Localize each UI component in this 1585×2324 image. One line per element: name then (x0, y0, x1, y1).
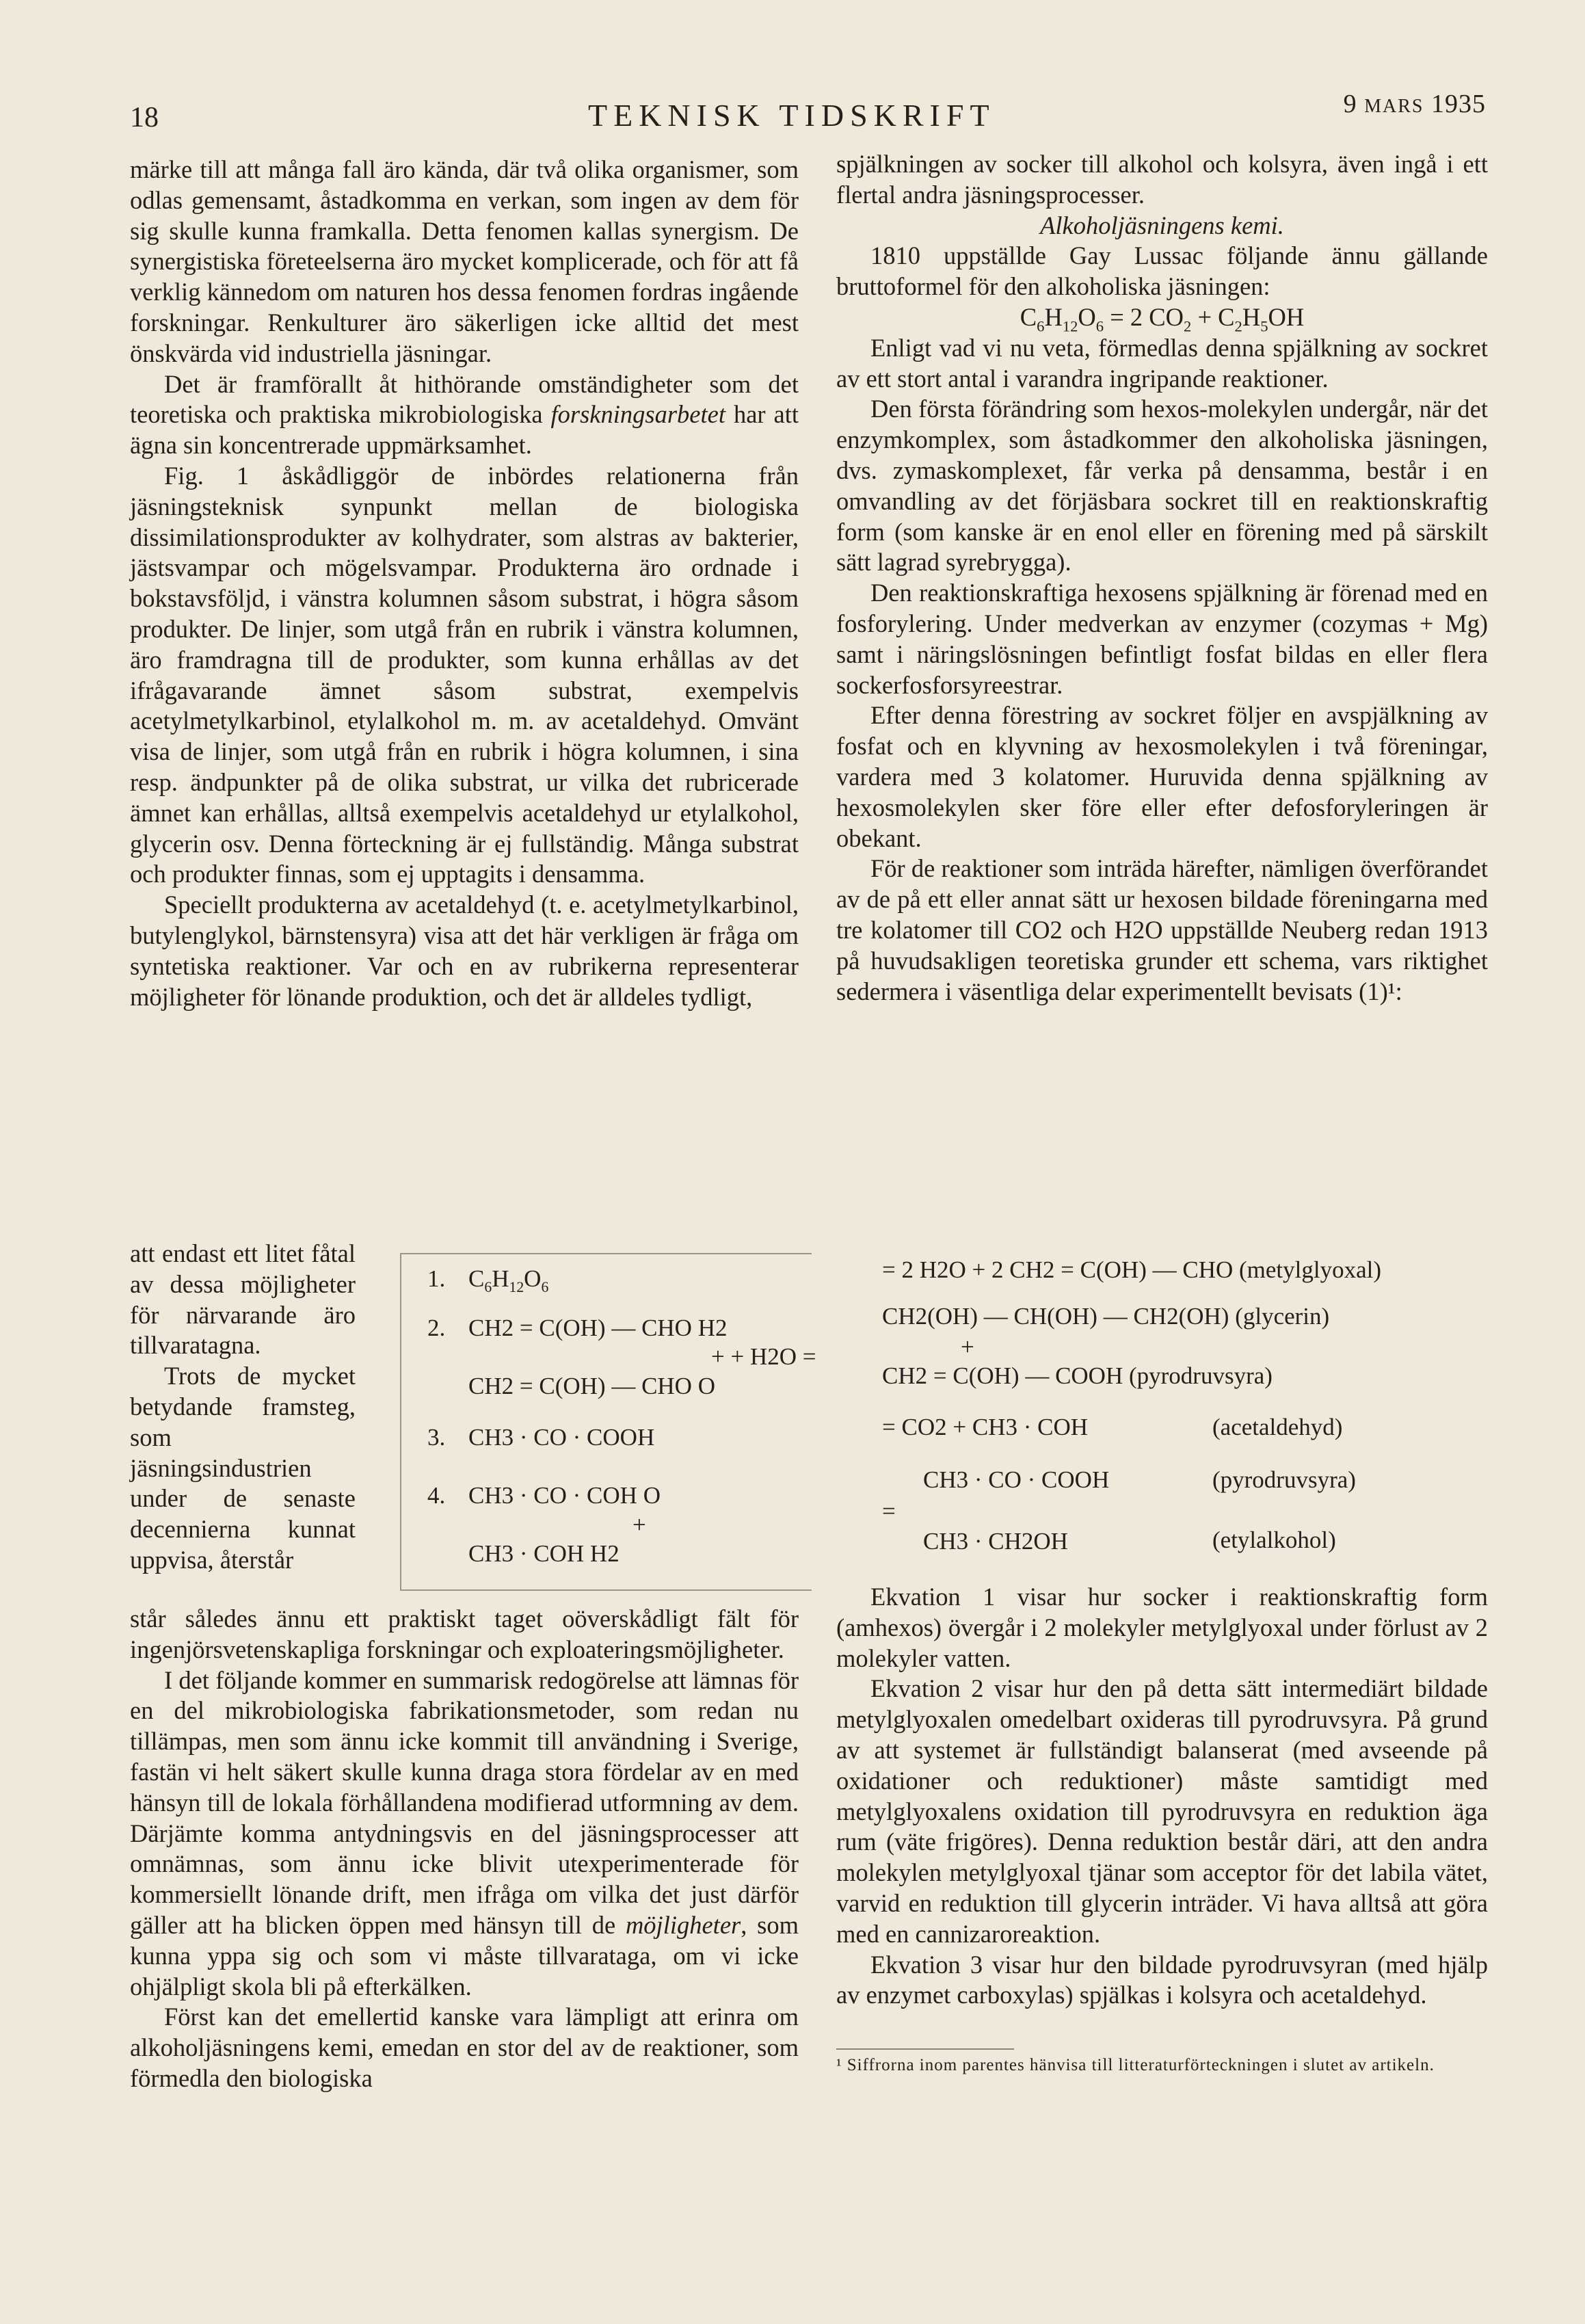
equation-label: (etylalkohol) (1212, 1527, 1336, 1553)
equation-block (400, 1246, 1494, 1592)
equation-number: 2. (427, 1315, 446, 1341)
paragraph: Fig. 1 åskådliggör de inbördes relationerna från jäsningsteknisk synpunkt mellan de biologiska dissimilationsprodukter av kolhydrater, som alstras av bakterier, jästsvampar och mögelsvampar. Produkterna äro ordnade i bokstavsföljd, i vänstra kolumnen såsom substrat, i högra såsom produkter. De linjer, som utgå från en rubrik i vänstra kolumnen, äro framdragna till de produkter, som kunna erhållas av det ifrågavarande ämnet såsom substrat, exempelvis acetylmetylkarbinol, etylalkohol m. m. av acetaldehyd. Omvänt visa de linjer, som utgå från en rubrik i högra kolumnen, i sina resp. ändpunkter på de olika substrat, ur vilka det rubricerade ämnet kan erhållas, alltså exempelvis acetaldehyd ur etylalkohol, glycerin osv. Denna förteckning är ej fullständig. Många substrat och produkter finnas, som ej upptagits i densamma. (130, 461, 799, 888)
equation-left: CH3 · COH H2 (468, 1540, 620, 1567)
paragraph: Den reaktionskraftiga hexosens spjälkning är förenad med en fosforylering. Under medverkan av enzymer (cozymas + Mg) samt i näringslösningen befintligt fosfat bildas en eller flera sockerfosforsyreestrar. (836, 579, 1488, 699)
right-column (836, 149, 1488, 1007)
issue-month: MARS (1364, 96, 1424, 117)
equation-left: $C_6H_{12}O_6$ (468, 1265, 549, 1295)
paragraph: Ekvation 3 visar hur den bildade pyrodruvsyran (med hjälp av enzymet carboxylas) spjälkas i kolsyra och acetaldehyd. (836, 1950, 1488, 2009)
equation-operator: + (632, 1511, 646, 1538)
left-column-bottom (130, 1604, 799, 2094)
paragraph: I det följande kommer en summarisk redogörelse att lämnas för en del mikrobiologiska fabrikationsmetoder, som redan nu tillämpas, men som ännu icke kommit till användning i Sverige, fastän vi helt säkert skulle kunna draga stora fördelar av en med hänsyn till de lokala förhållandena modifierad utformning av dem. Därjämte komma antydningsvis en del jäsningsprocesser att omnämnas, som ännu icke blivit utexperimenterade för kommersiellt lönande drift, men ifråga om vilka det just därför gäller att ha blicken öppen med hänsyn till de möjligheter, som kunna yppa sig och som vi måste tillvarataga, om vi icke ohjälpligt skola bli på efterkälken. (130, 1665, 799, 2001)
paragraph: Först kan det emellertid kanske vara lämpligt att erinra om alkoholjäsningens kemi, emedan en stor del av de reaktioner, som förmedla den biologiska (130, 2003, 799, 2092)
left-column (130, 155, 799, 1012)
equation-left: CH3 · CO · COH O (468, 1482, 661, 1509)
paragraph: står således ännu ett praktiskt taget oöverskådligt fält för ingenjörsvetenskapliga forskningar och exploateringsmöjligheter. (130, 1605, 799, 1663)
narrow-column (130, 1239, 356, 1576)
equation-number: 1. (427, 1265, 446, 1292)
paragraph: Den första förändring som hexos-molekylen undergår, när det enzymkomplex, som åstadkommer den alkoholiska jäsningen, dvs. zymaskomplexet, får verka på densamma, består i en omvandling av det förjäsbara sockret till en reaktionskraftig form (som kanske är en enol eller en förening med på särskilt sätt lagrad syrebrygga). (836, 395, 1488, 577)
paragraph: att endast ett litet fåtal av dessa möjligheter för närvarande äro tillvaratagna. (130, 1239, 356, 1360)
equation-left: CH2 = C(OH) — CHO O (468, 1373, 715, 1399)
page-number: 18 (130, 102, 159, 133)
paragraph: spjälkningen av socker till alkohol och kolsyra, även ingå i ett flertal andra jäsningsprocesser. (836, 150, 1488, 209)
gross-formula: $C_6H_{12}O_6 = 2$ $CO_2 + C_2H_5OH$ (1020, 302, 1305, 335)
equation-number: 4. (427, 1482, 446, 1509)
equation-operator: + + H2O = (711, 1343, 816, 1370)
paragraph: Enligt vad vi nu veta, förmedlas denna spjälkning av sockret av ett stort antal i varandra ingripande reaktioner. (836, 333, 1488, 393)
equation-label: (acetaldehyd) (1212, 1414, 1343, 1440)
paragraph: 1810 uppställde Gay Lussac följande ännu gällande bruttoformel för den alkoholiska jäsningen: (836, 241, 1488, 301)
equation-left: CH2 = C(OH) — CHO H2 (468, 1315, 728, 1341)
issue-date (1344, 89, 1486, 119)
equation-right: CH2(OH) — CH(OH) — CH2(OH) (glycerin) (882, 1303, 1330, 1330)
paragraph: Ekvation 2 visar hur den på detta sätt intermediärt bildade metylglyoxalen omedelbart oxideras till pyrodruvsyra. På grund av att systemet är fullständigt balanserat (med avseende på oxidationer och reduktioner) måste samtidigt med metylglyoxalens oxidation till pyrodruvsyra en reduktion äga rum (väte frigöres). Denna reduktion består däri, att den andra molekylen metylglyoxal tjänar som acceptor för det labila vätet, varvid en reduktion till glycerin inträder. Vi hava alltså att göra med en cannizaroreaktion. (836, 1674, 1488, 1948)
issue-day: 9 (1343, 90, 1357, 118)
paragraph: Efter denna förestring av sockret följer en avspjälkning av fosfat och en klyvning av hexosmolekylen i två föreningar, vardera med 3 kolatomer. Huruvida denna spjälkning av hexosmolekylen sker före eller efter defosforyleringen är obekant. (836, 701, 1488, 852)
equation-operator: + (961, 1334, 974, 1360)
paragraph: Det är framförallt åt hithörande omständigheter som det teoretiska och praktiska mikrobiologiska forskningsarbetet har att ägna sin koncentrerade uppmärksamhet. (130, 369, 799, 460)
equation-right: CH3 · CH2OH (923, 1528, 1068, 1555)
right-column-bottom (836, 1582, 1488, 2011)
equation-right: = CO2 + CH3 · COH (882, 1414, 1089, 1440)
paragraph: Trots de mycket betydande framsteg, som jäsningsindustrien under de senaste decennierna kunnat uppvisa, återstår (130, 1362, 356, 1574)
paragraph: märke till att många fall äro kända, där två olika organismer, som odlas gemensamt, åstadkomma en verkan, som ingen av dem för sig skulle kunna framkalla. Detta fenomen kallas synergism. De synergistiska företeelserna äro mycket komplicerade, och för att få verklig kännedom om naturen hos dessa fenomen fordras ingående forskningar. Renkulturer äro säkerligen icke alltid det mest önskvärda vid industriella jäsningar. (130, 155, 799, 367)
journal-title: TEKNISK TIDSKRIFT (588, 98, 996, 133)
equation-number: 3. (427, 1424, 446, 1451)
paragraph: Ekvation 1 visar hur socker i reaktionskraftig form (amhexos) övergår i 2 molekyler metylglyoxal under förlust av 2 molekyler vatten. (836, 1583, 1488, 1672)
issue-year: 1935 (1431, 90, 1486, 118)
equation-right: CH3 · CO · COOH (923, 1466, 1110, 1493)
equation-left: CH3 · CO · COOH (468, 1424, 655, 1451)
footnote: ¹ Siffrorna inom parentes hänvisa till litteraturförteckningen i slutet av artikeln. (836, 2056, 1435, 2074)
equation-label: (pyrodruvsyra) (1212, 1466, 1356, 1493)
paragraph: För de reaktioner som inträda härefter, nämligen överförandet av de på ett eller annat sätt ur hexosen bildade föreningarna med tre kolatomer till CO2 och H2O uppställde Neuberg redan 1913 på huvudsakligen teoretiska grunder ett schema, vars riktighet sedermera i väsentliga delar experimentellt bevisats (1)¹: (836, 854, 1488, 1005)
equation-operator: = (882, 1498, 896, 1524)
equation-right: = 2 H2O + 2 CH2 = C(OH) — CHO (metylglyoxal) (882, 1256, 1381, 1283)
section-heading: Alkoholjäsningens kemi. (1040, 211, 1284, 239)
paragraph: Speciellt produkterna av acetaldehyd (t. e. acetylmetylkarbinol, butylenglykol, bärnstensyra) visa att det här verkligen är fråga om syntetiska reaktioner. Var och en av rubrikerna representerar möjligheter för lönande produktion, och det är alldeles tydligt, (130, 890, 799, 1011)
equation-right: CH2 = C(OH) — COOH (pyrodruvsyra) (882, 1362, 1273, 1389)
page-header (0, 82, 1585, 137)
footnote-divider (836, 2048, 1014, 2050)
